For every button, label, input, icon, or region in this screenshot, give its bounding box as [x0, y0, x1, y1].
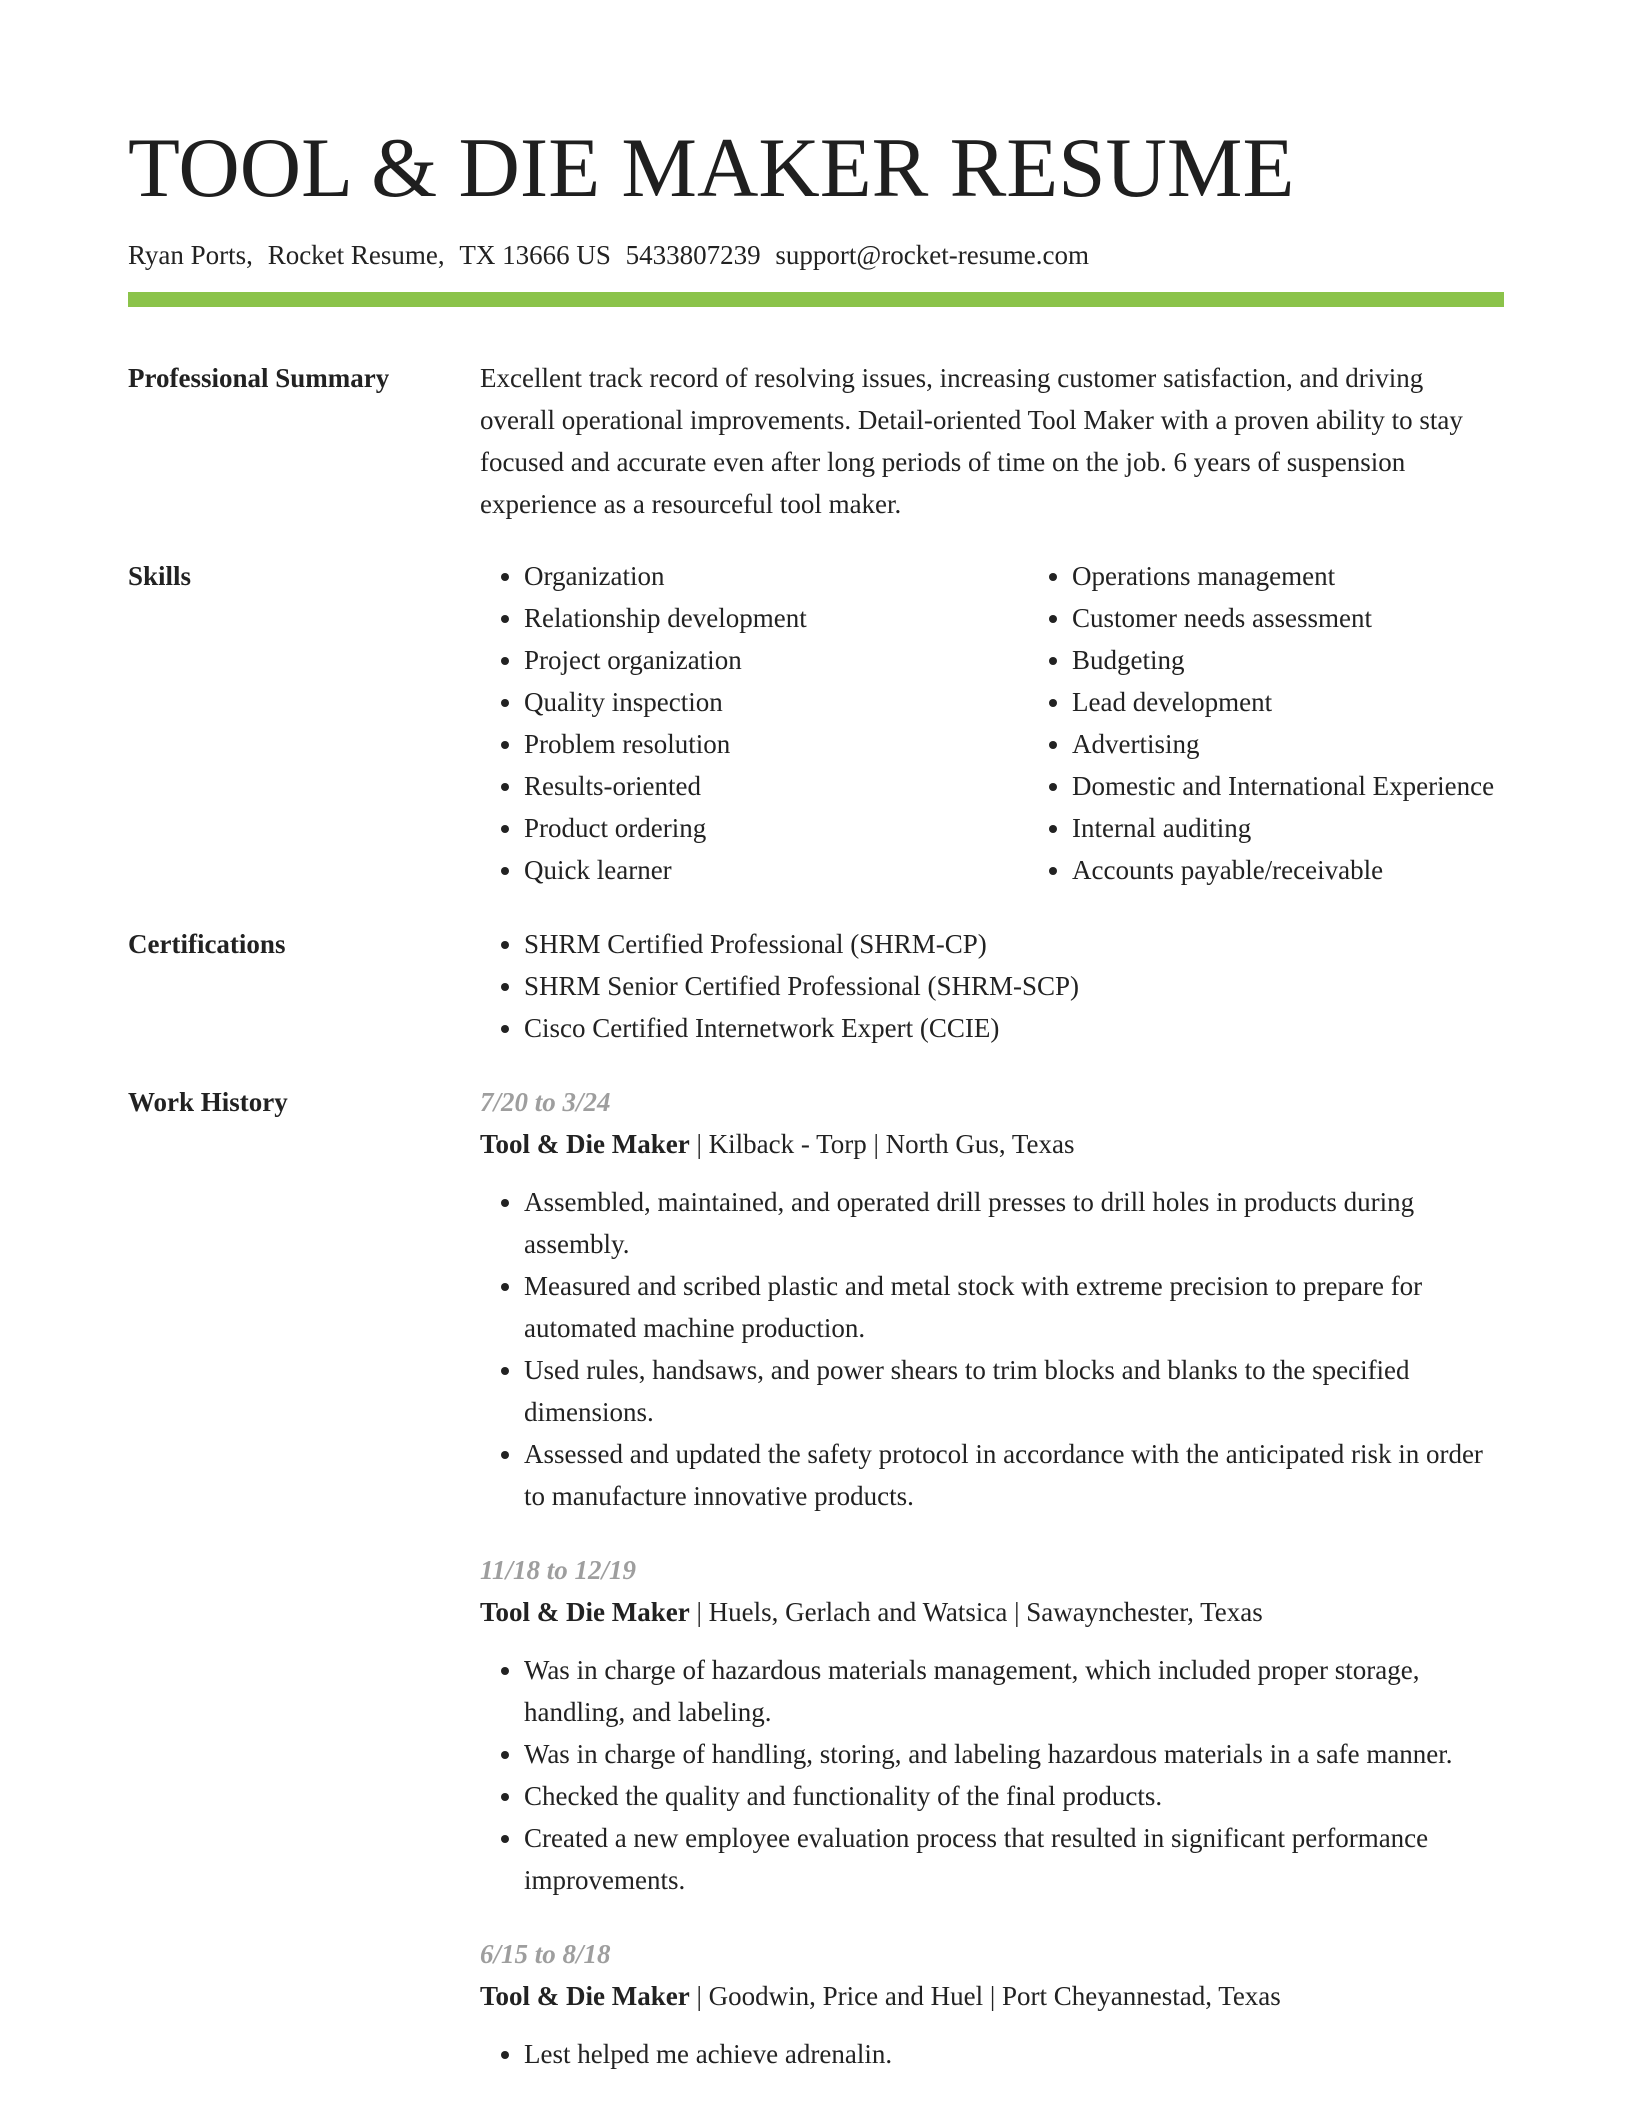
contact-phone: 5433807239	[625, 240, 761, 270]
skills-list-right	[1028, 555, 1592, 891]
job-entry	[480, 1549, 1504, 1901]
contact-location: TX 13666 US	[459, 240, 611, 270]
job-dates: 7/20 to 3/24	[480, 1087, 611, 1117]
certifications-body	[480, 923, 1504, 1049]
job-bullet: • Lest helped me achieve adrenalin.	[524, 2033, 1504, 2075]
skills-section	[128, 555, 1504, 891]
job-bullet: • Was in charge of handling, storing, and labeling hazardous materials in a safe manner.	[524, 1733, 1504, 1775]
job-entry	[480, 1933, 1504, 2075]
job-header	[480, 1975, 1504, 2017]
job-bullet: • Created a new employee evaluation process that resulted in significant performance improvements.	[524, 1817, 1504, 1901]
certifications-heading: Certifications	[128, 929, 286, 959]
job-bullet: • Assessed and updated the safety protocol in accordance with the anticipated risk in order to manufacture innovative products.	[524, 1433, 1504, 1517]
job-bullet: • Measured and scribed plastic and metal stock with extreme precision to prepare for automated machine production.	[524, 1265, 1504, 1349]
contact-company: Rocket Resume,	[267, 240, 445, 270]
skill-item: • Customer needs assessment	[1072, 597, 1592, 639]
resume-title: TOOL & DIE MAKER RESUME	[128, 121, 1295, 215]
skills-heading: Skills	[128, 561, 192, 591]
job-bullets	[480, 1181, 1504, 1517]
certification-item: • SHRM Senior Certified Professional (SHRM-SCP)	[524, 965, 1504, 1007]
job-entry	[480, 1081, 1504, 1517]
skills-columns	[480, 555, 1592, 891]
job-details: | Huels, Gerlach and Watsica | Sawaynchester, Texas	[689, 1597, 1263, 1627]
skill-item: • Project organization	[524, 639, 1028, 681]
accent-divider	[128, 292, 1504, 307]
summary-heading: Professional Summary	[128, 363, 390, 393]
contact-name: Ryan Ports,	[128, 240, 253, 270]
job-details: | Kilback - Torp | North Gus, Texas	[689, 1129, 1075, 1159]
summary-section	[128, 357, 1504, 525]
skill-item: • Internal auditing	[1072, 807, 1592, 849]
skill-item: • Lead development	[1072, 681, 1592, 723]
job-bullets	[480, 2033, 1504, 2075]
job-role: Tool & Die Maker	[480, 1129, 690, 1159]
job-dates: 6/15 to 8/18	[480, 1939, 611, 1969]
skill-item: • Domestic and International Experience	[1072, 765, 1592, 807]
skill-item: • Accounts payable/receivable	[1072, 849, 1592, 891]
skill-item: • Advertising	[1072, 723, 1592, 765]
work-history-heading: Work History	[128, 1087, 288, 1117]
job-role: Tool & Die Maker	[480, 1597, 690, 1627]
skill-item: • Operations management	[1072, 555, 1592, 597]
job-bullet: • Checked the quality and functionality of the final products.	[524, 1775, 1504, 1817]
skill-item: • Problem resolution	[524, 723, 1028, 765]
job-bullet: • Used rules, handsaws, and power shears to trim blocks and blanks to the specified dimensions.	[524, 1349, 1504, 1433]
skill-item: • Quick learner	[524, 849, 1028, 891]
certifications-section	[128, 923, 1504, 1049]
summary-text: Excellent track record of resolving issues, increasing customer satisfaction, and driving overall operational improvements. Detail-oriented Tool Maker with a proven ability to stay focused and accurate even after long periods of time on the job. 6 years of suspension experience as a resourceful tool maker.	[480, 363, 1463, 519]
contact-email: support@rocket-resume.com	[775, 240, 1089, 270]
work-history-section	[128, 1081, 1504, 2075]
skill-item: • Organization	[524, 555, 1028, 597]
job-bullets	[480, 1649, 1504, 1901]
job-header	[480, 1123, 1504, 1165]
work-history-body	[480, 1081, 1504, 2075]
job-details: | Goodwin, Price and Huel | Port Cheyannestad, Texas	[689, 1981, 1281, 2011]
job-header	[480, 1591, 1504, 1633]
job-bullet: • Was in charge of hazardous materials management, which included proper storage, handling, and labeling.	[524, 1649, 1504, 1733]
skill-item: • Product ordering	[524, 807, 1028, 849]
skill-item: • Budgeting	[1072, 639, 1592, 681]
skill-item: • Relationship development	[524, 597, 1028, 639]
skills-list-left	[480, 555, 1028, 891]
skill-item: • Quality inspection	[524, 681, 1028, 723]
resume-page	[128, 120, 1504, 2075]
job-bullet: • Assembled, maintained, and operated drill presses to drill holes in products during assembly.	[524, 1181, 1504, 1265]
certifications-list	[480, 923, 1504, 1049]
job-role: Tool & Die Maker	[480, 1981, 690, 2011]
job-dates: 11/18 to 12/19	[480, 1555, 637, 1585]
certification-item: • SHRM Certified Professional (SHRM-CP)	[524, 923, 1504, 965]
certification-item: • Cisco Certified Internetwork Expert (CCIE)	[524, 1007, 1504, 1049]
skill-item: • Results-oriented	[524, 765, 1028, 807]
contact-line	[128, 238, 1504, 272]
